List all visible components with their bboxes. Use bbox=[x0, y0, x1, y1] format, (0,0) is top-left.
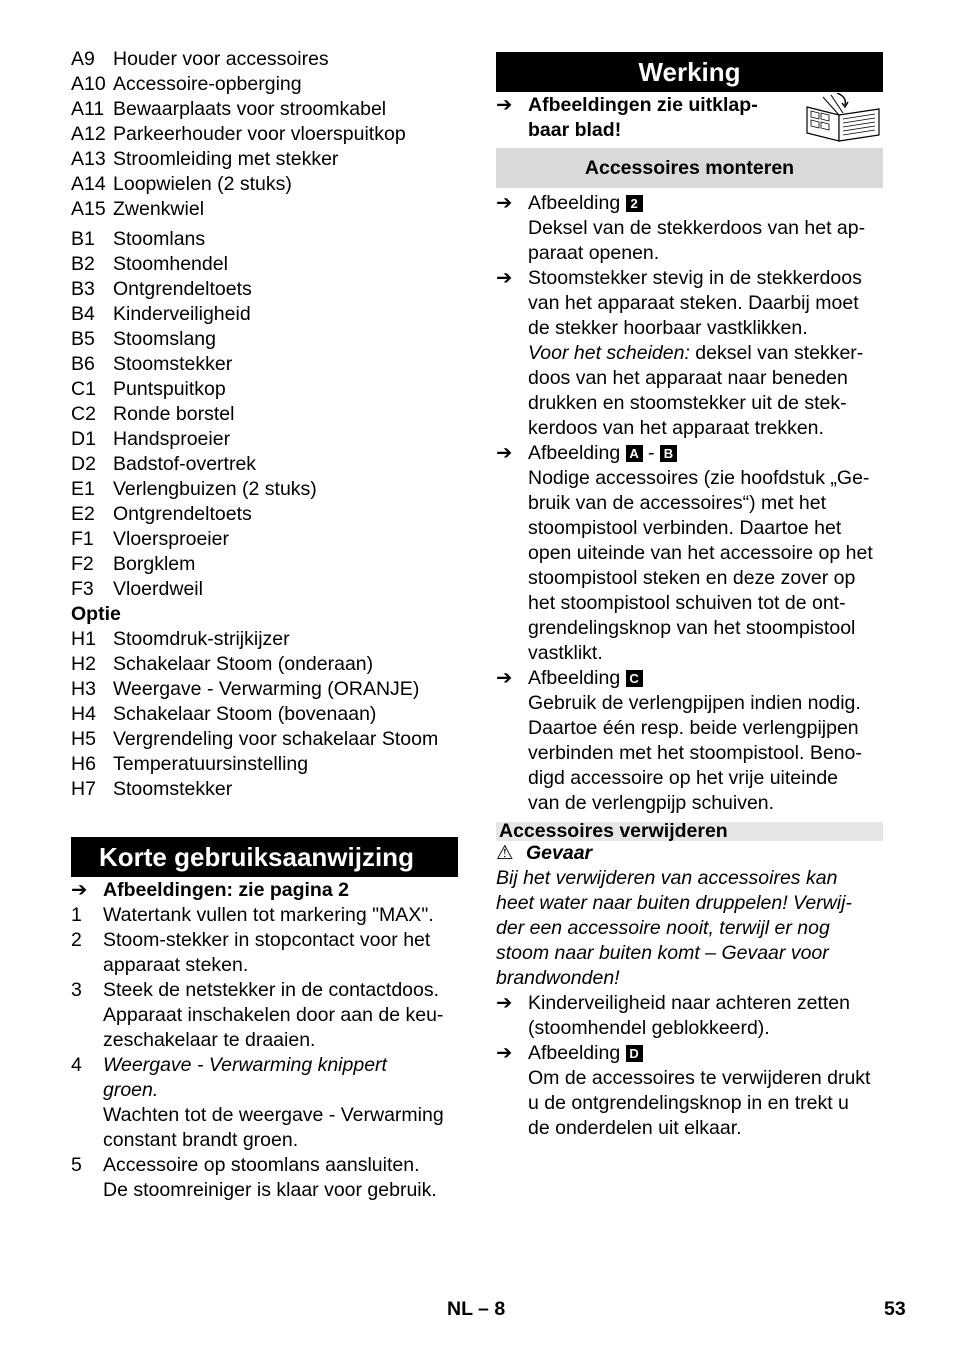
parts-list-item bbox=[71, 377, 458, 402]
step-number: 3 bbox=[71, 979, 82, 1001]
part-description: Vloerdweil bbox=[113, 578, 203, 600]
werking-heading: Werking bbox=[496, 52, 883, 92]
parts-list-item bbox=[71, 252, 458, 277]
parts-list-item bbox=[71, 122, 458, 147]
parts-list-item bbox=[71, 197, 458, 222]
text-line: de stekker hoorbaar vastklikken. bbox=[528, 317, 808, 339]
parts-list-item bbox=[71, 727, 458, 752]
text-line: bruik van de accessoires“) met het bbox=[528, 492, 827, 514]
text-line: groen. bbox=[103, 1079, 159, 1101]
text-line: Kinderveiligheid naar achteren zetten bbox=[528, 992, 850, 1014]
figure-label: Afbeelding bbox=[528, 667, 621, 689]
parts-list-item bbox=[71, 352, 458, 377]
part-description: Schakelaar Stoom (onderaan) bbox=[113, 653, 374, 675]
figure-label: Afbeelding bbox=[528, 1042, 621, 1064]
part-code: C2 bbox=[71, 403, 96, 425]
part-code: B1 bbox=[71, 228, 95, 250]
part-description: Zwenkwiel bbox=[113, 198, 205, 220]
text-line: Gebruik de verlengpijpen indien nodig. bbox=[528, 692, 861, 714]
separation-lead: Voor het scheiden: bbox=[528, 342, 690, 364]
quick-guide-heading: Korte gebruiksaanwijzing bbox=[71, 837, 458, 877]
figure-badge: D bbox=[626, 1045, 643, 1062]
text-line: der een accessoire nooit, terwijl er nog bbox=[496, 917, 830, 939]
part-description: Weergave - Verwarming (ORANJE) bbox=[113, 678, 420, 700]
danger-heading bbox=[496, 841, 883, 866]
optie-heading: Optie bbox=[71, 603, 121, 625]
text-line: heet water naar buiten druppelen! Verwij- bbox=[496, 892, 852, 914]
parts-list-item bbox=[71, 452, 458, 477]
open-book-icon bbox=[803, 93, 883, 143]
parts-list-item bbox=[71, 752, 458, 777]
part-description: Houder voor accessoires bbox=[113, 48, 329, 70]
figure-range-dash: - bbox=[648, 442, 655, 464]
text-line: constant brandt groen. bbox=[103, 1129, 299, 1151]
text-line: Om de accessoires te verwijderen drukt bbox=[528, 1067, 871, 1089]
text-line: Deksel van de stekkerdoos van het ap- bbox=[528, 217, 866, 239]
part-description: Vloersproeier bbox=[113, 528, 229, 550]
parts-list-item bbox=[71, 627, 458, 652]
footer-section-label: NL – 8 bbox=[447, 1298, 506, 1320]
text-line: brandwonden! bbox=[496, 967, 620, 989]
fold-ref-line: Afbeeldingen zie uitklap- bbox=[528, 94, 758, 116]
text-line: digd accessoire op het vrije uiteinde bbox=[528, 767, 839, 789]
part-description: Ontgrendeltoets bbox=[113, 278, 252, 300]
text-line: zeschakelaar te draaien. bbox=[103, 1029, 316, 1051]
part-description: Bewaarplaats voor stroomkabel bbox=[113, 98, 387, 120]
text-line: apparaat steken. bbox=[103, 954, 249, 976]
parts-list-h bbox=[71, 627, 458, 802]
part-description: Borgklem bbox=[113, 553, 196, 575]
parts-list-a bbox=[71, 47, 458, 222]
part-code: A9 bbox=[71, 48, 95, 70]
part-description: Ronde borstel bbox=[113, 403, 235, 425]
part-description: Verlengbuizen (2 stuks) bbox=[113, 478, 317, 500]
fold-ref-line: baar blad! bbox=[528, 119, 622, 141]
parts-list-item bbox=[71, 477, 458, 502]
parts-list-item bbox=[71, 677, 458, 702]
figure-label: Afbeelding bbox=[528, 442, 621, 464]
part-code: H6 bbox=[71, 753, 96, 775]
parts-list-item bbox=[71, 402, 458, 427]
parts-list-item bbox=[71, 652, 458, 677]
text-line: van het apparaat steken. Daarbij moet bbox=[528, 292, 859, 314]
part-code: D2 bbox=[71, 453, 96, 475]
part-description: Parkeerhouder voor vloerspuitkop bbox=[113, 123, 406, 145]
text-line: stoompistool verbinden. Daartoe het bbox=[528, 517, 842, 539]
parts-list-item bbox=[71, 702, 458, 727]
part-code: A11 bbox=[71, 98, 105, 120]
part-code: A10 bbox=[71, 73, 106, 95]
text-line: Accessoire op stoomlans aansluiten. bbox=[103, 1154, 420, 1176]
part-description: Vergrendeling voor schakelaar Stoom bbox=[113, 728, 439, 750]
parts-list-item bbox=[71, 502, 458, 527]
quick-guide-step bbox=[71, 978, 458, 1053]
text-line: Weergave - Verwarming knippert bbox=[103, 1054, 387, 1076]
text-line: u de ontgrendelingsknop in en trekt u bbox=[528, 1092, 849, 1114]
parts-list-item bbox=[71, 427, 458, 452]
step-number: 5 bbox=[71, 1154, 82, 1176]
part-code: A14 bbox=[71, 173, 106, 195]
mount-step-4 bbox=[496, 666, 883, 816]
step-number: 2 bbox=[71, 929, 82, 951]
step-text bbox=[103, 1053, 458, 1153]
part-code: H2 bbox=[71, 653, 96, 675]
part-code: D1 bbox=[71, 428, 96, 450]
part-description: Schakelaar Stoom (bovenaan) bbox=[113, 703, 377, 725]
part-code: E2 bbox=[71, 503, 95, 525]
left-column bbox=[71, 47, 458, 1203]
parts-list-item bbox=[71, 172, 458, 197]
text-line: stoom naar buiten komt – Gevaar voor bbox=[496, 942, 829, 964]
quick-guide-reference bbox=[71, 878, 458, 903]
part-code: H4 bbox=[71, 703, 96, 725]
part-description: Stoomdruk-strijkijzer bbox=[113, 628, 290, 650]
part-code: H3 bbox=[71, 678, 96, 700]
parts-list-item bbox=[71, 577, 458, 602]
part-code: H7 bbox=[71, 778, 96, 800]
part-description: Temperatuursinstelling bbox=[113, 753, 309, 775]
arrow-right-icon: ➔ bbox=[496, 94, 513, 116]
part-description: Ontgrendeltoets bbox=[113, 503, 252, 525]
part-code: H5 bbox=[71, 728, 96, 750]
parts-list-b bbox=[71, 227, 458, 602]
text-line: Steek de netstekker in de contactdoos. bbox=[103, 979, 440, 1001]
text-line: Watertank vullen tot markering "MAX". bbox=[103, 904, 434, 926]
parts-list-item bbox=[71, 527, 458, 552]
parts-list-item bbox=[71, 327, 458, 352]
part-code: B4 bbox=[71, 303, 95, 325]
text-line: paraat openen. bbox=[528, 242, 660, 264]
part-description: Stoomstekker bbox=[113, 353, 233, 375]
part-description: Accessoire-opberging bbox=[113, 73, 302, 95]
step-text bbox=[103, 903, 458, 928]
figure-badge: 2 bbox=[626, 195, 643, 212]
mount-accessories-heading: Accessoires monteren bbox=[496, 148, 883, 188]
part-code: A13 bbox=[71, 148, 106, 170]
quick-guide-step bbox=[71, 1153, 458, 1203]
part-code: A15 bbox=[71, 198, 106, 220]
step-text bbox=[103, 928, 458, 978]
figure-badge: C bbox=[626, 670, 643, 687]
text-line: Stoomstekker stevig in de stekkerdoos bbox=[528, 267, 862, 289]
parts-list-item bbox=[71, 147, 458, 172]
text-line: drukken en stoomstekker uit de stek- bbox=[528, 392, 847, 414]
danger-text bbox=[496, 866, 883, 991]
part-description: Kinderveiligheid bbox=[113, 303, 251, 325]
text-line: stoompistool steken en deze zover op bbox=[528, 567, 856, 589]
text-line: vastklikt. bbox=[528, 642, 603, 664]
step-number: 1 bbox=[71, 904, 82, 926]
part-code: F1 bbox=[71, 528, 94, 550]
part-description: Handsproeier bbox=[113, 428, 231, 450]
text-line: Stoom-stekker in stopcontact voor het bbox=[103, 929, 431, 951]
mount-step-1 bbox=[496, 191, 883, 266]
part-description: Loopwielen (2 stuks) bbox=[113, 173, 292, 195]
text-line: doos van het apparaat naar beneden bbox=[528, 367, 848, 389]
arrow-right-icon: ➔ bbox=[496, 442, 513, 464]
text-line: Wachten tot de weergave - Verwarming bbox=[103, 1104, 444, 1126]
right-column bbox=[496, 47, 883, 1141]
text-line: verbinden met het stoompistool. Beno- bbox=[528, 742, 862, 764]
text-line: Apparaat inschakelen door aan de keu- bbox=[103, 1004, 444, 1026]
remove-accessories-heading: Accessoires verwijderen bbox=[496, 822, 883, 841]
arrow-right-icon: ➔ bbox=[496, 667, 513, 689]
arrow-right-icon: ➔ bbox=[496, 192, 513, 214]
part-code: B6 bbox=[71, 353, 95, 375]
parts-list-item bbox=[71, 277, 458, 302]
quick-guide-step bbox=[71, 928, 458, 978]
arrow-right-icon: ➔ bbox=[71, 879, 88, 901]
part-description: Puntspuitkop bbox=[113, 378, 226, 400]
parts-list-item bbox=[71, 97, 458, 122]
parts-list-item bbox=[71, 777, 458, 802]
danger-label: Gevaar bbox=[526, 842, 593, 864]
quick-guide-steps bbox=[71, 903, 458, 1203]
mount-step-3 bbox=[496, 441, 883, 666]
part-code: C1 bbox=[71, 378, 96, 400]
remove-step-2 bbox=[496, 1041, 883, 1141]
part-code: B2 bbox=[71, 253, 95, 275]
part-code: A12 bbox=[71, 123, 106, 145]
part-code: E1 bbox=[71, 478, 95, 500]
part-description: Stroomleiding met stekker bbox=[113, 148, 339, 170]
mount-step-2 bbox=[496, 266, 883, 441]
parts-list-item bbox=[71, 227, 458, 252]
part-code: F2 bbox=[71, 553, 94, 575]
arrow-right-icon: ➔ bbox=[496, 992, 513, 1014]
step-text bbox=[103, 1153, 458, 1203]
part-code: B3 bbox=[71, 278, 95, 300]
quick-guide-step bbox=[71, 1053, 458, 1153]
text-line: de onderdelen uit elkaar. bbox=[528, 1117, 742, 1139]
text-line: kerdoos van het apparaat trekken. bbox=[528, 417, 824, 439]
part-code: H1 bbox=[71, 628, 96, 650]
remove-step-1 bbox=[496, 991, 883, 1041]
part-description: Stoomlans bbox=[113, 228, 206, 250]
text-line: het stoompistool schuiven tot de ont- bbox=[528, 592, 846, 614]
text-line: open uiteinde van het accessoire op het bbox=[528, 542, 873, 564]
arrow-right-icon: ➔ bbox=[496, 267, 513, 289]
part-description: Stoomhendel bbox=[113, 253, 228, 275]
part-code: F3 bbox=[71, 578, 94, 600]
part-description: Stoomstekker bbox=[113, 778, 233, 800]
parts-list-item bbox=[71, 47, 458, 72]
quick-guide-step bbox=[71, 903, 458, 928]
part-description: Badstof-overtrek bbox=[113, 453, 257, 475]
parts-list-item bbox=[71, 552, 458, 577]
step-text bbox=[103, 978, 458, 1053]
text-line: grendelingsknop van het stoompistool bbox=[528, 617, 856, 639]
figure-badge: A bbox=[626, 445, 643, 462]
page-number: 53 bbox=[884, 1298, 906, 1320]
parts-list-item bbox=[71, 72, 458, 97]
fold-out-reference bbox=[496, 93, 883, 143]
step-number: 4 bbox=[71, 1054, 82, 1076]
text-line: Nodige accessoires (zie hoofdstuk „Ge- bbox=[528, 467, 870, 489]
arrow-right-icon: ➔ bbox=[496, 1042, 513, 1064]
quick-guide-reference-text: Afbeeldingen: zie pagina 2 bbox=[103, 879, 349, 901]
figure-label: Afbeelding bbox=[528, 192, 621, 214]
figure-badge: B bbox=[660, 445, 677, 462]
warning-triangle-icon: ⚠ bbox=[496, 842, 514, 864]
text-line: van de verlengpijp schuiven. bbox=[528, 792, 775, 814]
text-line: deksel van stekker- bbox=[689, 342, 864, 364]
parts-list-item bbox=[71, 302, 458, 327]
text-line: (stoomhendel geblokkeerd). bbox=[528, 1017, 770, 1039]
part-description: Stoomslang bbox=[113, 328, 216, 350]
text-line: De stoomreiniger is klaar voor gebruik. bbox=[103, 1179, 437, 1201]
text-line: Daartoe één resp. beide verlengpijpen bbox=[528, 717, 859, 739]
part-code: B5 bbox=[71, 328, 95, 350]
text-line: Bij het verwijderen van accessoires kan bbox=[496, 867, 838, 889]
